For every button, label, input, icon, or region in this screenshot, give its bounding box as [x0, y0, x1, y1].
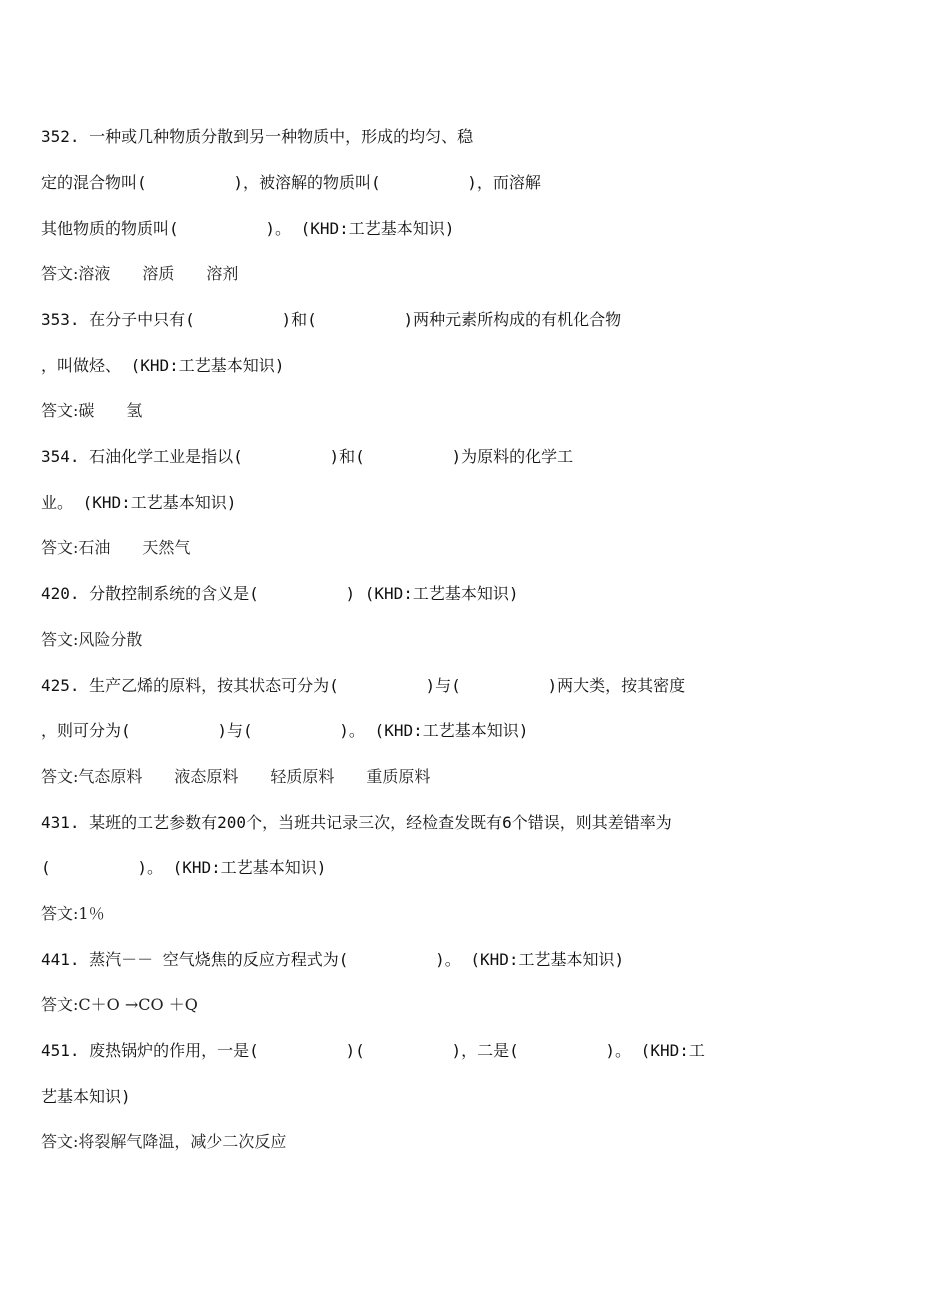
question-354-line-2: 业。 (KHD:工艺基本知识)	[41, 493, 237, 512]
answer-451: 答文:将裂解气降温，减少二次反应	[41, 1132, 287, 1151]
question-354-line-1: 354. 石油化学工业是指以( )和( )为原料的化学工	[41, 447, 574, 466]
answer-425: 答文:气态原料 液态原料 轻质原料 重质原料	[41, 767, 431, 786]
answer-352: 答文:溶液 溶质 溶剂	[41, 264, 239, 283]
question-431-line-1: 431. 某班的工艺参数有200个，当班共记录三次，经检查发既有6个错误，则其差错率为	[41, 813, 672, 832]
question-352-line-3: 其他物质的物质叫( )。 (KHD:工艺基本知识)	[41, 219, 455, 238]
answer-353: 答文:碳 氢	[41, 401, 143, 420]
question-451-line-1: 451. 废热锅炉的作用，一是( )( )，二是( )。 (KHD:工	[41, 1041, 705, 1060]
question-352-line-2: 定的混合物叫( )，被溶解的物质叫( )，而溶解	[41, 173, 541, 192]
question-353-line-1: 353. 在分子中只有( )和( )两种元素所构成的有机化合物	[41, 310, 622, 329]
question-420-line-1: 420. 分散控制系统的含义是( ) (KHD:工艺基本知识)	[41, 584, 519, 603]
answer-354: 答文:石油 天然气	[41, 538, 191, 557]
question-431-line-2: ( )。 (KHD:工艺基本知识)	[41, 858, 327, 877]
answer-441: 答文:C＋O →CO ＋Q	[41, 995, 198, 1014]
answer-431: 答文:1％	[41, 904, 105, 923]
answer-420: 答文:风险分散	[41, 630, 143, 649]
question-425-line-1: 425. 生产乙烯的原料，按其状态可分为( )与( )两大类，按其密度	[41, 676, 686, 695]
question-353-line-2: ，叫做烃、 (KHD:工艺基本知识)	[41, 356, 285, 375]
question-352-line-1: 352. 一种或几种物质分散到另一种物质中，形成的均匀、稳	[41, 127, 474, 146]
question-425-line-2: ，则可分为( )与( )。 (KHD:工艺基本知识)	[41, 721, 529, 740]
question-441-line-1: 441. 蒸汽－－ 空气烧焦的反应方程式为( )。 (KHD:工艺基本知识)	[41, 950, 625, 969]
question-451-line-2: 艺基本知识)	[41, 1087, 131, 1106]
